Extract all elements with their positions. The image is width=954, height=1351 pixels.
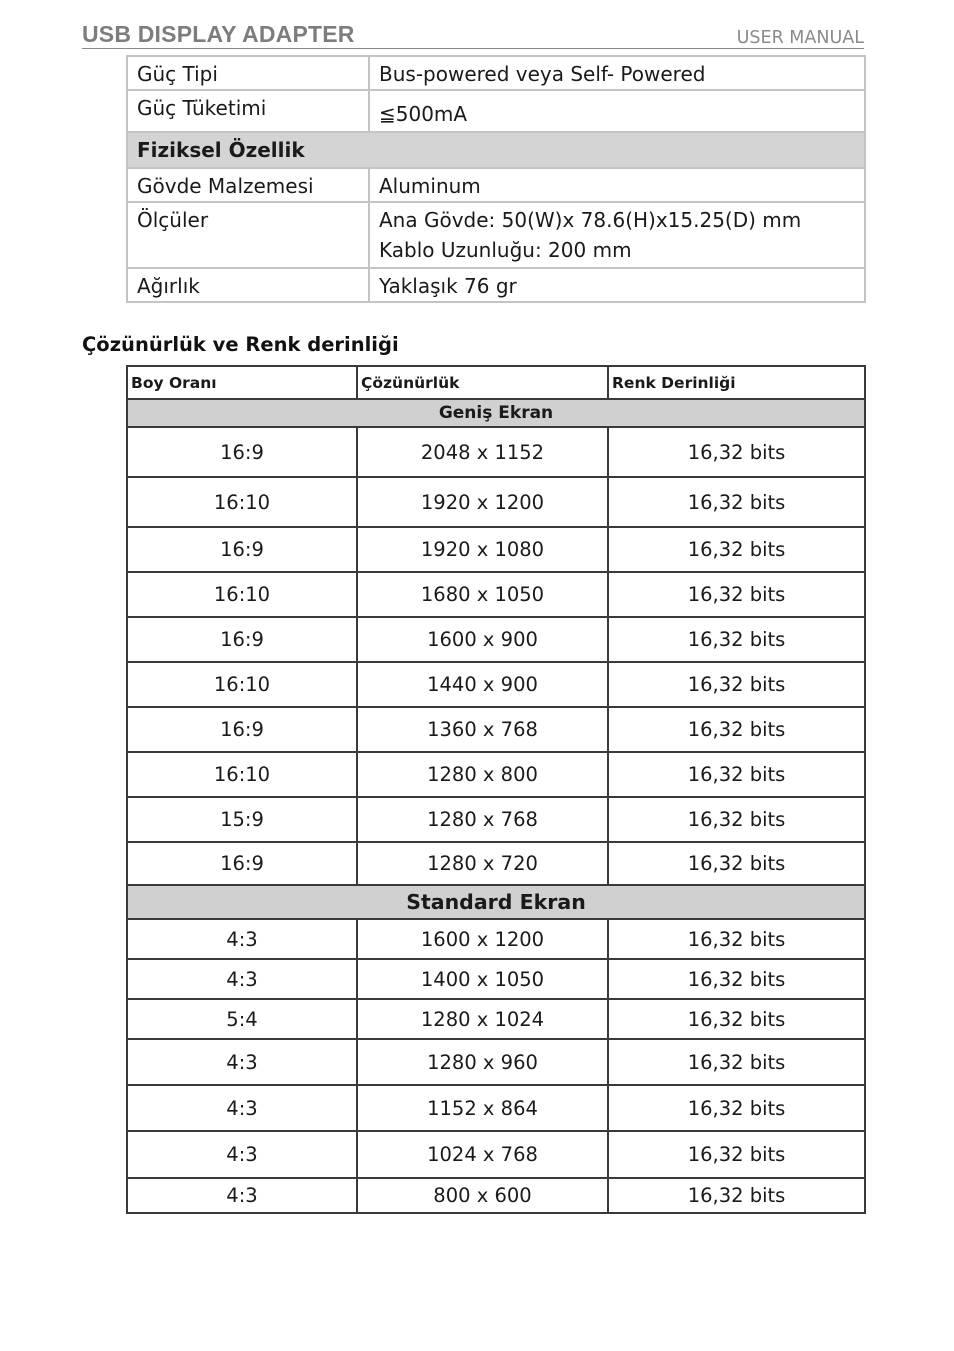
aspect-ratio-cell: 4:3 [127, 959, 357, 999]
aspect-ratio-cell: 4:3 [127, 919, 357, 959]
color-depth-cell: 16,32 bits [608, 1131, 865, 1178]
spec-section-row [127, 132, 865, 168]
column-header: Renk Derinliği [608, 366, 865, 399]
table-row [127, 617, 865, 662]
spec-value: Yaklaşık 76 gr [369, 268, 865, 302]
table-header-row [127, 366, 865, 399]
color-depth-cell: 16,32 bits [608, 527, 865, 572]
resolution-cell: 1600 x 1200 [357, 919, 608, 959]
color-depth-cell: 16,32 bits [608, 477, 865, 527]
table-row [127, 1039, 865, 1085]
aspect-ratio-cell: 16:9 [127, 842, 357, 885]
aspect-ratio-cell: 4:3 [127, 1085, 357, 1131]
spec-table [126, 55, 866, 303]
resolution-cell: 1280 x 768 [357, 797, 608, 842]
aspect-ratio-cell: 16:10 [127, 572, 357, 617]
resolution-cell: 1280 x 800 [357, 752, 608, 797]
column-header: Çözünürlük [357, 366, 608, 399]
table-row [127, 1178, 865, 1213]
spec-section-title: Fiziksel Özellik [127, 132, 865, 168]
aspect-ratio-cell: 15:9 [127, 797, 357, 842]
group-title: Geniş Ekran [127, 399, 865, 427]
table-row [127, 572, 865, 617]
resolution-cell: 1680 x 1050 [357, 572, 608, 617]
aspect-ratio-cell: 4:3 [127, 1178, 357, 1213]
table-row [127, 919, 865, 959]
aspect-ratio-cell: 4:3 [127, 1131, 357, 1178]
color-depth-cell: 16,32 bits [608, 919, 865, 959]
resolution-cell: 1400 x 1050 [357, 959, 608, 999]
group-header-row [127, 885, 865, 919]
resolution-heading: Çözünürlük ve Renk derinliği [82, 333, 399, 356]
group-title: Standard Ekran [127, 885, 865, 919]
column-header: Boy Oranı [127, 366, 357, 399]
color-depth-cell: 16,32 bits [608, 617, 865, 662]
color-depth-cell: 16,32 bits [608, 1178, 865, 1213]
resolution-cell: 1280 x 1024 [357, 999, 608, 1039]
table-row [127, 1085, 865, 1131]
document-subtitle: USER MANUAL [736, 28, 864, 48]
spec-row [127, 202, 865, 268]
spec-key: Güç Tipi [127, 56, 369, 90]
spec-value: Bus-powered veya Self- Powered [369, 56, 865, 90]
document-title: USB DISPLAY ADAPTER [82, 21, 355, 47]
aspect-ratio-cell: 5:4 [127, 999, 357, 1039]
spec-key: Ölçüler [127, 202, 369, 268]
resolution-cell: 1360 x 768 [357, 707, 608, 752]
resolution-cell: 800 x 600 [357, 1178, 608, 1213]
color-depth-cell: 16,32 bits [608, 959, 865, 999]
spec-row [127, 268, 865, 302]
resolution-cell: 1440 x 900 [357, 662, 608, 707]
table-row [127, 999, 865, 1039]
aspect-ratio-cell: 16:10 [127, 752, 357, 797]
table-row [127, 842, 865, 885]
spec-value: Aluminum [369, 168, 865, 202]
resolution-cell: 1280 x 720 [357, 842, 608, 885]
aspect-ratio-cell: 16:10 [127, 662, 357, 707]
aspect-ratio-cell: 16:9 [127, 617, 357, 662]
resolution-cell: 1920 x 1200 [357, 477, 608, 527]
table-row [127, 707, 865, 752]
table-row [127, 477, 865, 527]
aspect-ratio-cell: 16:9 [127, 707, 357, 752]
table-row [127, 797, 865, 842]
table-row [127, 752, 865, 797]
resolution-cell: 1280 x 960 [357, 1039, 608, 1085]
resolution-cell: 1152 x 864 [357, 1085, 608, 1131]
color-depth-cell: 16,32 bits [608, 842, 865, 885]
color-depth-cell: 16,32 bits [608, 427, 865, 477]
spec-row [127, 90, 865, 132]
spec-row [127, 56, 865, 90]
resolution-cell: 1024 x 768 [357, 1131, 608, 1178]
color-depth-cell: 16,32 bits [608, 999, 865, 1039]
color-depth-cell: 16,32 bits [608, 1085, 865, 1131]
spec-value: Ana Gövde: 50(W)x 78.6(H)x15.25(D) mm Kablo Uzunluğu: 200 mm [369, 202, 865, 268]
aspect-ratio-cell: 16:9 [127, 427, 357, 477]
spec-key: Ağırlık [127, 268, 369, 302]
aspect-ratio-cell: 16:10 [127, 477, 357, 527]
color-depth-cell: 16,32 bits [608, 662, 865, 707]
spec-value: ≦500mA [369, 90, 865, 132]
resolution-table [126, 365, 866, 1214]
resolution-cell: 1920 x 1080 [357, 527, 608, 572]
page-header [82, 20, 864, 49]
color-depth-cell: 16,32 bits [608, 797, 865, 842]
spec-key: Gövde Malzemesi [127, 168, 369, 202]
spec-key: Güç Tüketimi [127, 90, 369, 132]
color-depth-cell: 16,32 bits [608, 752, 865, 797]
table-row [127, 959, 865, 999]
resolution-cell: 1600 x 900 [357, 617, 608, 662]
table-row [127, 527, 865, 572]
table-row [127, 662, 865, 707]
resolution-cell: 2048 x 1152 [357, 427, 608, 477]
spec-row [127, 168, 865, 202]
color-depth-cell: 16,32 bits [608, 572, 865, 617]
group-header-row [127, 399, 865, 427]
aspect-ratio-cell: 16:9 [127, 527, 357, 572]
aspect-ratio-cell: 4:3 [127, 1039, 357, 1085]
table-row [127, 427, 865, 477]
color-depth-cell: 16,32 bits [608, 1039, 865, 1085]
table-row [127, 1131, 865, 1178]
color-depth-cell: 16,32 bits [608, 707, 865, 752]
